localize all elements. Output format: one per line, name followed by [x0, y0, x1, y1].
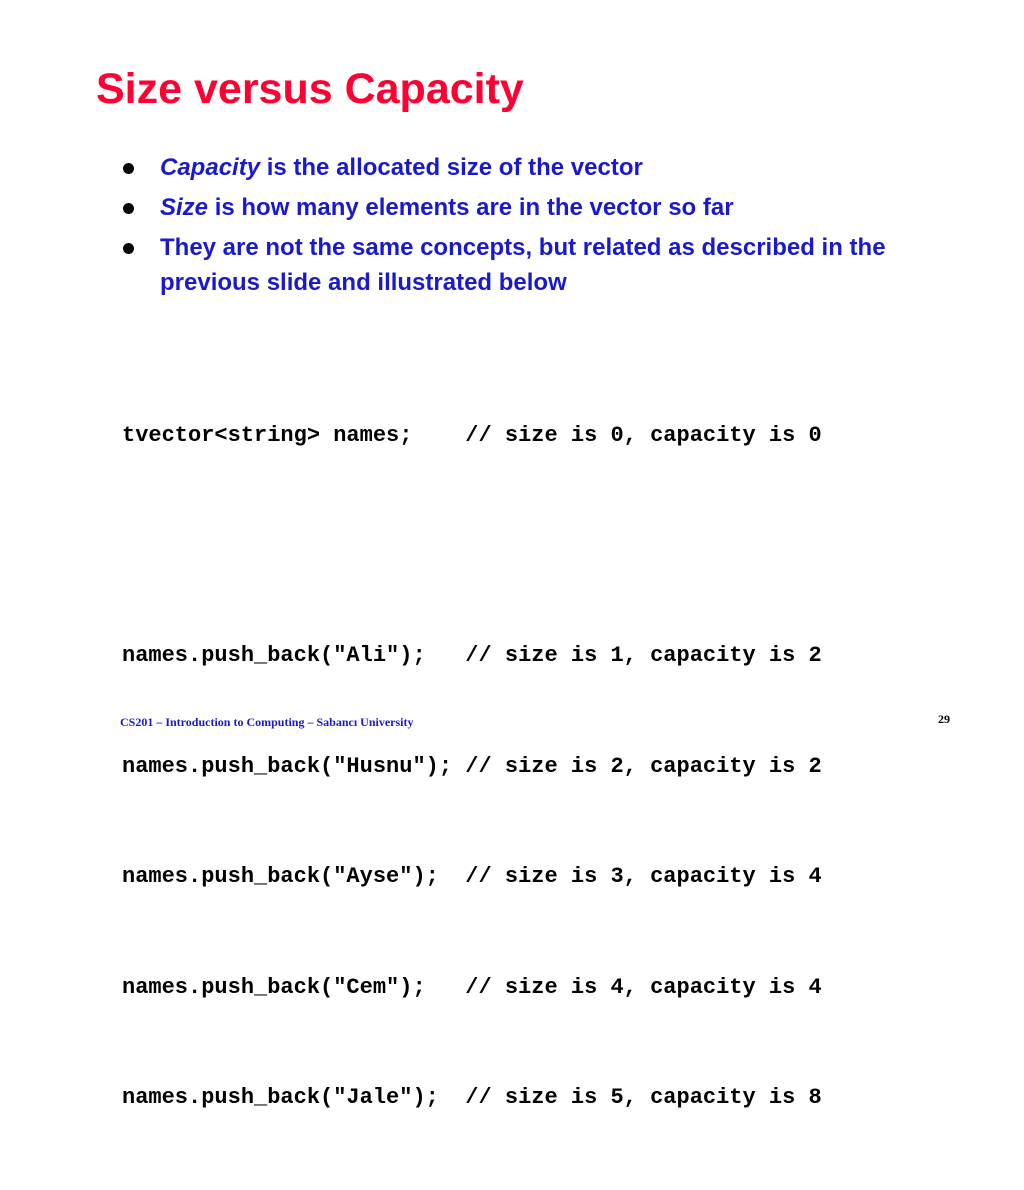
page-number: 29: [938, 712, 950, 726]
bullet-term: Capacity: [160, 154, 261, 181]
slide-title: Size versus Capacity: [96, 65, 524, 113]
code-line-blank: [122, 528, 822, 565]
code-line: tvector<string> names; // size is 0, capacity is 0: [122, 422, 822, 448]
bullet-dot-icon: [123, 163, 134, 174]
code-line: names.push_back("Cem"); // size is 4, capacity is 4: [122, 974, 822, 1000]
bullet-text: is the allocated size of the vector: [260, 154, 643, 181]
slide-footer: CS201 – Introduction to Computing – Sabancı University: [120, 715, 414, 729]
bullet-list: [120, 150, 990, 305]
code-line: names.push_back("Ayse"); // size is 3, capacity is 4: [122, 864, 822, 890]
bullet-item-concepts: [120, 230, 990, 300]
bullet-dot-icon: [123, 243, 134, 254]
code-block: [122, 344, 822, 1190]
code-line: names.push_back("Jale"); // size is 5, capacity is 8: [122, 1084, 822, 1110]
bullet-dot-icon: [123, 203, 134, 214]
bullet-term: Size: [160, 194, 209, 221]
bullet-item-size: [120, 190, 990, 225]
code-line: names.push_back("Husnu"); // size is 2, capacity is 2: [122, 753, 822, 779]
bullet-text: They are not the same concepts, but related as described in the previous slide and illustrated below: [160, 234, 886, 296]
code-line: names.push_back("Ali"); // size is 1, capacity is 2: [122, 643, 822, 669]
bullet-text: is how many elements are in the vector so far: [208, 194, 734, 221]
bullet-item-capacity: [120, 150, 990, 185]
